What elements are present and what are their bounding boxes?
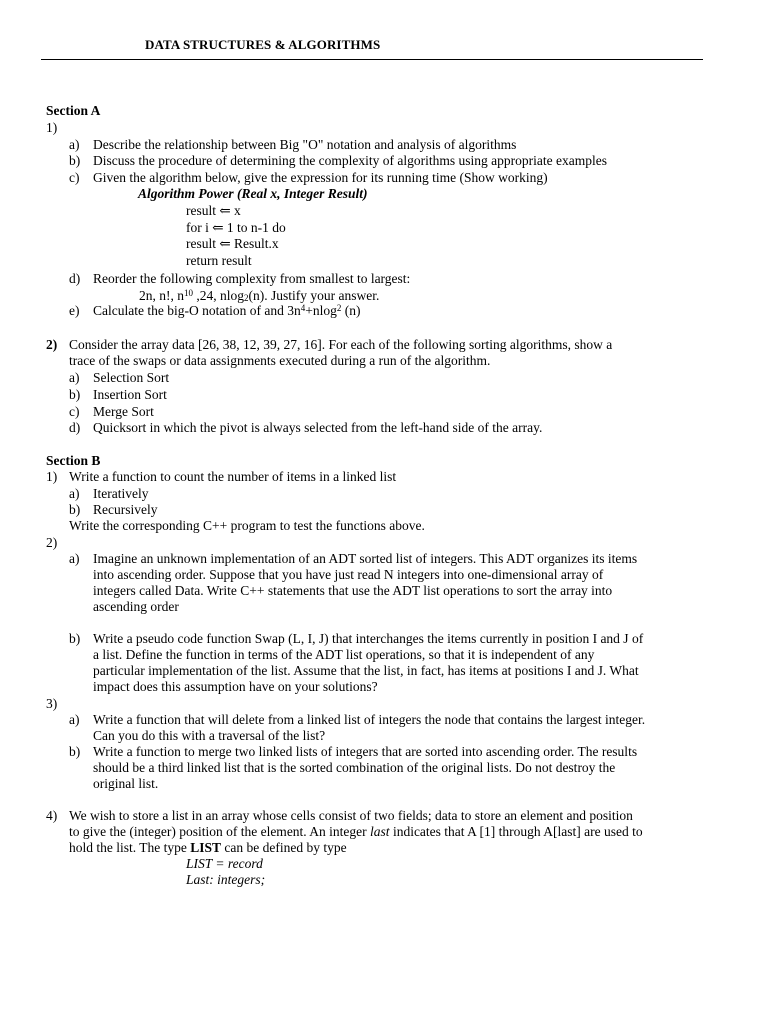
item-label: b) <box>69 387 81 402</box>
section-a-q1-number: 1) <box>46 120 58 135</box>
question-text: Insertion Sort <box>93 387 167 402</box>
question-text: Write a function to merge two linked lists of integers that are sorted into ascending order. The results <box>93 744 638 759</box>
question-text: Calculate the big-O notation of and $3n^4+nlog^2$ (n) <box>93 303 361 318</box>
question-text: We wish to store a list in an array whose cells consist of two fields; data to store an element and position <box>69 808 633 823</box>
question-text: impact does this assumption have on your solutions? <box>93 679 378 694</box>
question-text: Recursively <box>93 502 158 517</box>
section-a-q2-number: 2) <box>46 337 58 352</box>
question-text: Selection Sort <box>93 370 170 385</box>
algorithm-line: return result <box>186 253 252 268</box>
item-label: c) <box>69 404 80 419</box>
question-text: into ascending order. Suppose that you have just read N integers into one-dimensional array of <box>93 567 604 582</box>
question-text: trace of the swaps or data assignments executed during a run of the algorithm. <box>69 353 491 368</box>
algorithm-line: for i ⇐ 1 to n-1 do <box>186 220 286 235</box>
question-text: Iteratively <box>93 486 149 501</box>
question-text: Write the corresponding C++ program to test the functions above. <box>69 518 425 533</box>
question-text: original list. <box>93 776 159 791</box>
question-text: Describe the relationship between Big "O" notation and analysis of algorithms <box>93 137 517 152</box>
item-label: a) <box>69 551 80 566</box>
section-b-heading: Section B <box>46 453 101 468</box>
item-label: d) <box>69 271 81 286</box>
question-text: Consider the array data [26, 38, 12, 39, 27, 16]. For each of the following sorting algorithms, show a <box>69 337 613 352</box>
item-label: b) <box>69 744 81 759</box>
question-text: Write a pseudo code function Swap (L, I, J) that interchanges the items currently in position I and J of <box>93 631 644 646</box>
question-text: Reorder the following complexity from smallest to largest: <box>93 271 411 286</box>
section-b-q2-number: 2) <box>46 535 58 550</box>
item-label: b) <box>69 502 81 517</box>
item-label: a) <box>69 137 80 152</box>
question-text: to give the (integer) position of the element. An integer last indicates that A [1] through A[last] are used to <box>69 824 643 839</box>
algorithm-line: result ⇐ x <box>186 203 241 218</box>
section-b-q3-number: 3) <box>46 696 58 711</box>
item-label: d) <box>69 420 81 435</box>
complexity-list: 2n, n!, $n^{10}$ ,24, nlog$_2$(n). Justify your answer. <box>139 288 380 303</box>
question-text: hold the list. The type LIST can be defined by type <box>69 840 347 855</box>
question-text: ascending order <box>93 599 179 614</box>
item-label: a) <box>69 370 80 385</box>
item-label: c) <box>69 170 80 185</box>
question-text: a list. Define the function in terms of the ADT list operations, so that it is independent of any <box>93 647 595 662</box>
question-text: Write a function that will delete from a linked list of integers the node that contains the largest integer. <box>93 712 646 727</box>
document-title: DATA STRUCTURES & ALGORITHMS <box>145 37 381 52</box>
item-label: b) <box>69 631 81 646</box>
question-text: Merge Sort <box>93 404 154 419</box>
question-text: Can you do this with a traversal of the list? <box>93 728 326 743</box>
question-text: Imagine an unknown implementation of an ADT sorted list of integers. This ADT organizes its items <box>93 551 638 566</box>
algorithm-line: result ⇐ Result.x <box>186 236 279 251</box>
question-text: particular implementation of the list. Assume that the list, in fact, has items at positions I and J. What <box>93 663 639 678</box>
item-label: e) <box>69 303 80 318</box>
algorithm-title: Algorithm Power (Real x, Integer Result) <box>138 186 368 201</box>
question-text: Write a function to count the number of items in a linked list <box>69 469 397 484</box>
item-label: a) <box>69 486 80 501</box>
section-a-heading: Section A <box>46 103 101 118</box>
question-text: integers called Data. Write C++ statements that use the ADT list operations to sort the array into <box>93 583 613 598</box>
question-text: Quicksort in which the pivot is always selected from the left-hand side of the array. <box>93 420 543 435</box>
question-text: should be a third linked list that is the sorted combination of the original lists. Do not destroy the <box>93 760 616 775</box>
section-b-q1-number: 1) <box>46 469 58 484</box>
title-divider <box>41 59 703 60</box>
item-label: a) <box>69 712 80 727</box>
section-b-q4-number: 4) <box>46 808 58 823</box>
question-text: Given the algorithm below, give the expression for its running time (Show working) <box>93 170 548 185</box>
code-line: Last: integers; <box>186 872 266 887</box>
code-line: LIST = record <box>186 856 263 871</box>
item-label: b) <box>69 153 81 168</box>
question-text: Discuss the procedure of determining the complexity of algorithms using appropriate examples <box>93 153 607 168</box>
